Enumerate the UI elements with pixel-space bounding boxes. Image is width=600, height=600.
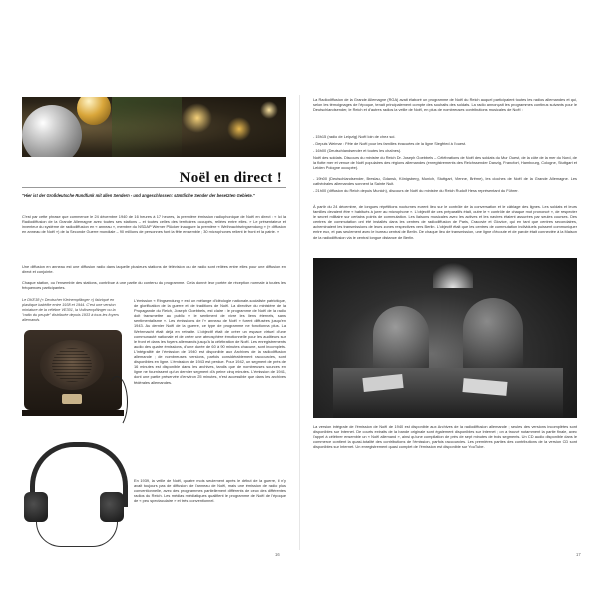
light-bokeh: [182, 103, 212, 133]
ringsendung-column: L'émission « Ringsendung » est un mélange d'idéologie nationale-socialiste patriotique, de glorification de la guerre et de traditions de Noël. La directive du ministère de la Propagande du Reich, Joseph Goebbels, est claire : le programme de Noël de la radio doit transmettre au public « le sentiment de vivre les liens éternels, sans sentimentalisme ». Les émissions de l'« anneau de Noël » furent diffusées jusqu'en 1943. Au dernier Noël de la guerre, ce type de programme ne fonctionna plus. La Wehrmacht était déjà en retraite. L'objectif était de créer un espace virtuel d'une communauté nationale et de créer une atmosphère émotionnelle pour les auditeurs sur le front et dans les foyers allemands jusqu'à la célébration de Noël. Les enregistrements audio des quatre émissions, d'une durée de 60 à 90 minutes chacune, sont incomplets. L'intégralité de l'émission de 1940 est disponible aux Archives de la radiodiffusion allemande ; de nombreuses versions, parfois considérablement raccourcies, sont disponibles en ligne. L'émission de 1943 est perdue. Pour 1942, un segment de près de 16 minutes est disponible dans les archives, tandis que de nombreuses sources en ligne ne fournissent qu'un dernier segment d'à peine cinq minutes. L'émission de 1941, dont une partie préservée d'environ 25 minutes, n'est accessible que dans les archives fédérales allemandes.: [134, 298, 286, 385]
page-number: 17: [576, 552, 581, 557]
schedule-item: - 16h00 (Deutschlandsender et toutes les chaînes).: [313, 148, 402, 153]
gold-ornament-image: [77, 97, 111, 125]
schedule-item: - 19h00 (Deutschlandsender, Breslau, Gdansk, Königsberg, Munich, Stuttgart, Vienne, Brême), les cloches de Noël de la Grande Allemagne. Les cathédrales allemandes sonnent la Sainte Nuit.: [313, 176, 577, 187]
headphones-left-cup: [24, 492, 48, 522]
headphones-image: [22, 442, 126, 552]
right-page: [300, 0, 600, 600]
ring-broadcast-definition: Une diffusion en anneau est une diffusion radio dans laquelle plusieurs stations de télévision ou de radio sont reliées entre elles pour une diffusion en direct et conjointe.: [22, 264, 286, 275]
1939-column: En 1939, la veille de Noël, quatre mois seulement après le début de la guerre, il n'y avait toujours pas de diffusion de l'anneau de Noël, mais une émission de radio plus conventionnelle, avec des programmes partiellement différents de ceux des différentes radios du Reich. Les médias médiatiques qualifient le programme de Noël de l'époque de « peu spectaculaire » et très conventionnel.: [134, 478, 286, 504]
schedule-item: - 21h00 (diffusion du Reich depuis Munich), discours de Noël du ministre du Reich Rudolf Hess représentant du Führer.: [313, 188, 519, 193]
broadcast-studio-photo: [313, 258, 577, 418]
page-number: 16: [275, 552, 280, 557]
radio-caption: Le DKE38 (« Deutscher Kleinempfänger ») fabriqué en plastique bakélite entre 1938 et 1944. C'est une version miniature de la célèbre VE301, la Volksempfänger ou la "radio du peuple" distribuée depuis 1933 à tous les foyers allemands.: [22, 298, 119, 322]
intro-paragraph: C'est par cette phrase que commence le 24 décembre 1940 de 16 heures à 17 heures, la première émission radiophonique de Noël en direct : « Ici la Radiodiffusion de la Grande Allemagne avec toutes ses stations – et toutes celles des territoires occupés, reliées entre elles. » Le présentateur et inventeur du système de radiodiffusion en « anneau », membre du NSDAP Werner Plücker inaugure la première « Weihnachtsringsendung » (« diffusion en anneau de Noël ») de la Seconde Guerre mondiale – 90 millions de personnes font la fête ensemble ; 30 microphones relient le front et la patrie. »: [22, 214, 286, 235]
opening-quote: "Hier ist der Großdeutsche Rundfunk mit allen Sendern - und angeschlossen: sämtliche Sender der besetzten Gebiete.": [22, 193, 255, 198]
photo-caption: La version intégrale de l'émission de Noël de 1940 est disponible aux Archives de la radiodiffusion allemande ; seules des versions incomplètes sont disponibles sur Internet. De courts extraits de la bande originale sont également disponibles sur Internet ; on a trouvé notamment la partie finale, avec l'appel à célébrer ensemble un « Noël allemand », ainsi qu'une compilation de près de sept minutes de trois segments. Un CD audio disponible dans le commerce contient la quasi-totalité des contributions de l'émission, parfois raccourcies. Les premières parties des contributions de la version CD sont disponibles sur Internet. Un enregistrement quasi complet de l'émission est disponible sur YouTube.: [313, 424, 577, 450]
page-title: Noël en direct !: [179, 170, 282, 186]
operator-figure: [373, 306, 429, 376]
schedule-item: - 15h15 (radio de Leipzig) Noël loin de chez soi.: [313, 134, 396, 139]
silver-ornament-image: [22, 105, 82, 157]
station-contribution-paragraph: Chaque station, ou l'ensemble des stations, contribue à une partie du contenu du programme. Cela donné leur portée de réception normale à toutes les fréquences participantes.: [22, 280, 286, 291]
studio-desk: [333, 368, 563, 418]
radio-grille: [52, 348, 92, 382]
lamp-light: [433, 258, 473, 288]
title-divider: [22, 187, 286, 188]
headphones-wire: [36, 522, 118, 547]
headphones-right-cup: [100, 492, 124, 522]
fir-branch-image: [112, 97, 182, 157]
radio-cable: [106, 376, 128, 428]
radio-dial: [62, 394, 82, 404]
christmas-ornament-banner: [22, 97, 286, 157]
rehearsal-paragraph: À partir du 24 décembre, de longues répétitions nocturnes eurent lieu sur le contrôle de la conversation et le câblage des lignes. Les soldats et leurs familles devaient être « habitués à jurer au microphone ». L'objectif de ces préparatifs était, outre le « contrôle de chaque mot prononcé », de respecter le secret militaire sur certains points de commutation. Les liaisons musicales avec les actives et les navires étaient assurées par seules courses. Des centres de commutation ont été installés dans les centres de radiodiffusion de Paris, Cracovie et Glovice, qui en tant que centres secondaires, acheminaient les transmissions de leurs zones respectives vers Berlin. L'objectif était que les centres de commutation individuels puissent communiquer entre eux, et pas seulement avec le bureau central de Berlin. De chaque lieu de transmission, une ligne d'écoute et de parole était connectée à la Maison de la radiodiffusion via le central longue distance de Berlin.: [313, 204, 577, 240]
schedule-item: Noël des soldats. Discours du ministre du Reich Dr. Joseph Goebbels – Célébrations de Noël des soldats du Mur Ouest, de la côte de la mer du Nord, de la flotte mer et venue de Noël populaires des régions allemandes (enregistrements des Reichssender Danzig, Francfort, Hambourg, Cologne, Stuttgart et Leiden Pologne occupée).: [313, 155, 577, 171]
dke38-radio-image: [22, 330, 126, 440]
rga-intro: La Radiodiffusion de la Grande Allemagne (RGA) avait élaboré un programme de Noël du Reich auquel participaient toutes les radios allemandes et qui, selon les témoignages de l'époque, tenait principalement compte des souhaits des soldats. La radio annonçait les programmes continus suivants pour le Deutschlandsender, le Reich et d'autres radios la veille de Noël, en plus de nombreuses contributions musicales de Noël :: [313, 97, 577, 113]
light-bokeh: [260, 101, 278, 119]
operator-figure: [463, 298, 523, 376]
schedule-item: - Depuis Weimar : Fête de Noël pour les familles évacuées de la ligne Siegfried à l'ouest.: [313, 141, 467, 146]
light-bokeh: [227, 117, 251, 141]
